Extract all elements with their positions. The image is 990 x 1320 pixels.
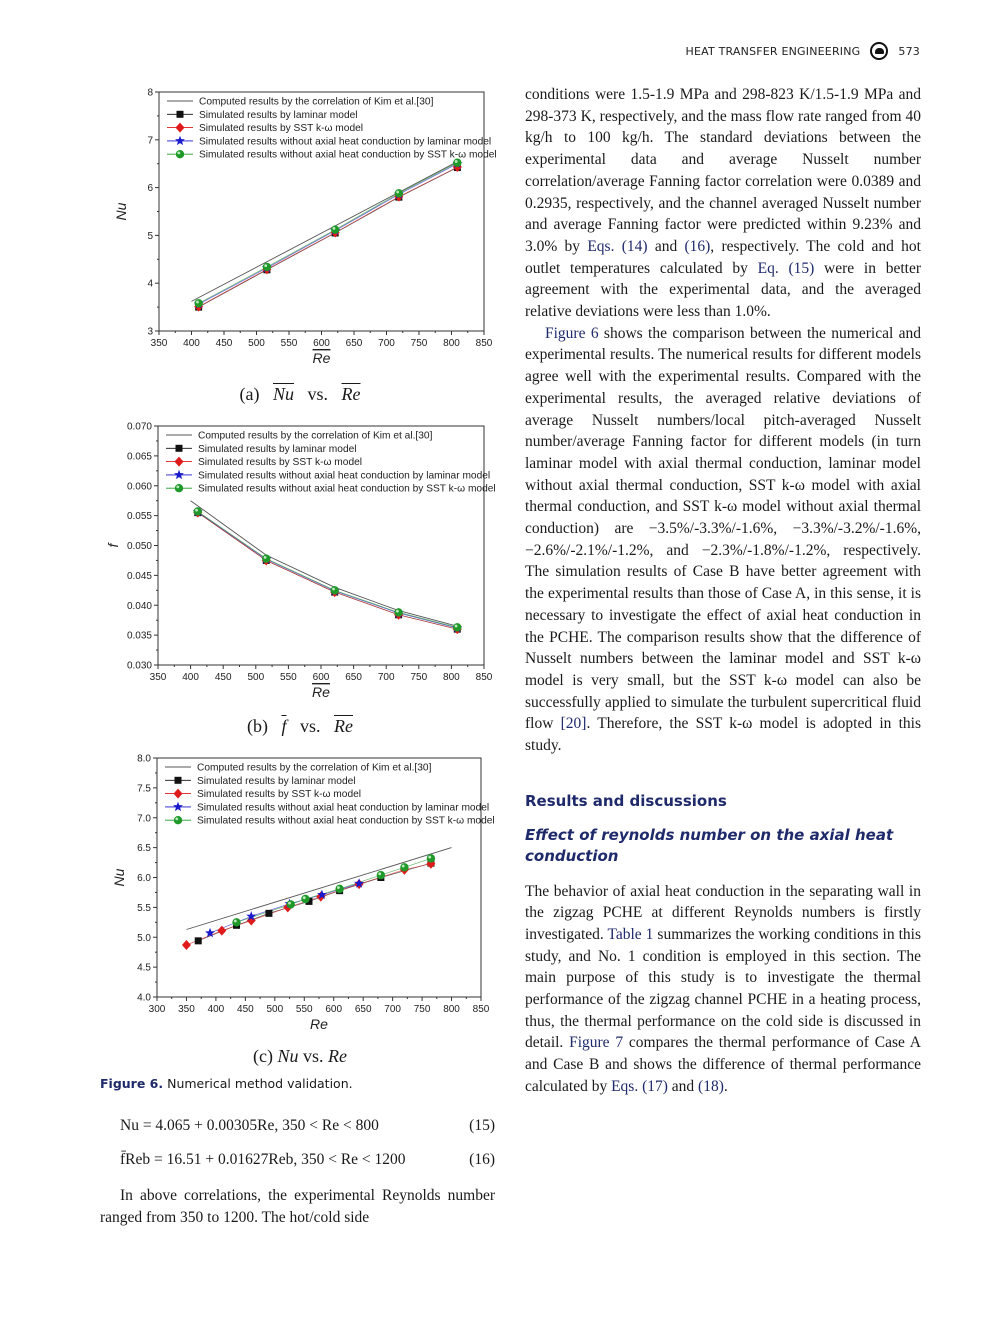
- subcaption-x: Re: [328, 1046, 347, 1066]
- svg-text:850: 850: [472, 1004, 490, 1015]
- svg-text:850: 850: [475, 338, 493, 349]
- svg-text:4: 4: [147, 278, 153, 290]
- publisher-logo-icon: [870, 42, 888, 60]
- svg-text:6: 6: [147, 183, 153, 195]
- svg-text:Re: Re: [312, 684, 330, 700]
- equation-body: f̄Reb = 16.51 + 0.01627Reb, 350 < Re < 1200: [120, 1151, 406, 1168]
- svg-text:750: 750: [410, 338, 428, 349]
- eq-18-link[interactable]: (18): [698, 1077, 724, 1095]
- svg-text:350: 350: [149, 672, 167, 683]
- eq-16-link[interactable]: (16): [684, 237, 711, 255]
- subcaption-y: Nu: [277, 1046, 299, 1066]
- svg-text:600: 600: [312, 672, 330, 683]
- equation-15: [100, 1117, 495, 1135]
- figure-caption-text: Numerical method validation.: [167, 1076, 353, 1091]
- svg-text:7.0: 7.0: [137, 813, 151, 825]
- figure-7-link[interactable]: Figure 7: [569, 1034, 624, 1052]
- svg-text:5.0: 5.0: [137, 932, 151, 944]
- running-header: [600, 42, 920, 60]
- svg-text:Simulated results without axia: Simulated results without axial heat conduction by SST k-ω model: [199, 149, 497, 161]
- svg-text:700: 700: [377, 672, 395, 683]
- svg-text:Nu: Nu: [111, 868, 127, 887]
- svg-text:450: 450: [215, 338, 233, 349]
- subsection-heading: Effect of reynolds number on the axial heat conduction: [525, 825, 894, 865]
- eq-14-link[interactable]: Eqs. (14): [587, 237, 648, 255]
- svg-text:5: 5: [147, 230, 153, 242]
- svg-text:650: 650: [345, 672, 362, 683]
- equation-body: Nu = 4.065 + 0.00305Re, 350 < Re < 800: [120, 1117, 379, 1134]
- chart-a-nu-vs-re: [100, 84, 500, 369]
- svg-text:550: 550: [295, 1004, 313, 1015]
- chart-c-nu-vs-re: [100, 750, 500, 1040]
- subcaption-b: [100, 716, 500, 737]
- section-heading: Results and discussions: [525, 791, 727, 810]
- svg-text:0.070: 0.070: [126, 421, 152, 433]
- svg-text:300: 300: [148, 1004, 166, 1015]
- text: summarizes the working conditions in this study, and No. 1 condition is employed in this section. The main purpose of this study is to investigate the thermal performance of the zigzag channel PCHE in a heating process, thus, the thermal performance on the cold side is discussed in detail.: [525, 925, 921, 1052]
- svg-text:Computed results by the correl: Computed results by the correlation of Kim et al.[30]: [197, 762, 432, 774]
- svg-text:400: 400: [207, 1004, 225, 1015]
- equation-number: (16): [469, 1151, 495, 1168]
- paragraph-1: [525, 84, 921, 323]
- svg-text:800: 800: [443, 1004, 460, 1015]
- svg-text:350: 350: [178, 1004, 195, 1015]
- subcaption-prefix: (b): [246, 716, 268, 736]
- svg-text:800: 800: [443, 672, 460, 683]
- svg-text:550: 550: [280, 672, 297, 683]
- svg-text:850: 850: [475, 672, 493, 683]
- svg-text:0.055: 0.055: [126, 511, 152, 523]
- eq-15-link[interactable]: Eq. (15): [757, 259, 815, 277]
- text: , respectively. The cold and hot outlet temperatures calculated by: [525, 237, 921, 277]
- svg-text:600: 600: [325, 1004, 343, 1015]
- svg-text:Computed results by the correl: Computed results by the correlation of Kim et al.[30]: [198, 430, 433, 442]
- text: . Therefore, the SST k-ω model is adopted in this study.: [525, 715, 921, 755]
- eq-17-link[interactable]: Eqs. (17): [611, 1077, 668, 1095]
- svg-text:700: 700: [378, 338, 395, 349]
- svg-text:0.060: 0.060: [126, 481, 152, 493]
- subcaption-vs: vs.: [300, 716, 321, 736]
- journal-name: HEAT TRANSFER ENGINEERING: [685, 44, 861, 58]
- equation-16: [100, 1151, 495, 1169]
- svg-text:750: 750: [410, 672, 428, 683]
- svg-text:6.5: 6.5: [137, 843, 151, 855]
- svg-text:0.030: 0.030: [126, 660, 152, 672]
- svg-text:Re: Re: [310, 1016, 328, 1032]
- svg-text:700: 700: [384, 1004, 401, 1015]
- svg-text:400: 400: [182, 672, 199, 683]
- svg-text:7: 7: [147, 135, 153, 147]
- svg-text:800: 800: [443, 338, 460, 349]
- svg-text:0.040: 0.040: [126, 600, 152, 612]
- text: compares the thermal performance of Case A and Case B and shows the difference of thermal performance calculated by: [525, 1034, 921, 1095]
- svg-text:500: 500: [248, 338, 265, 349]
- svg-text:Simulated results without axia: Simulated results without axial heat conduction by SST k-ω model: [197, 815, 495, 827]
- svg-text:8: 8: [147, 87, 153, 99]
- svg-text:Simulated results by SST k-ω m: Simulated results by SST k-ω model: [198, 457, 363, 469]
- svg-text:5.5: 5.5: [137, 902, 151, 914]
- figure-6-link[interactable]: Figure 6: [545, 324, 599, 342]
- svg-text:8.0: 8.0: [137, 753, 151, 765]
- svg-text:Simulated results by SST k-ω m: Simulated results by SST k-ω model: [197, 789, 362, 801]
- svg-text:Simulated results without axia: Simulated results without axial heat conduction by SST k-ω model: [198, 483, 496, 495]
- svg-text:f: f: [105, 543, 121, 548]
- paragraph-2: [525, 323, 921, 757]
- subcaption-a: [100, 384, 500, 405]
- svg-text:400: 400: [183, 338, 200, 349]
- right-column: [525, 84, 921, 1098]
- svg-text:Re: Re: [312, 350, 331, 366]
- paragraph-3: [525, 881, 921, 1098]
- left-paragraph-text: In above correlations, the experimental Reynolds number ranged from 350 to 1200. The hot/cold side: [100, 1187, 495, 1226]
- svg-text:0.045: 0.045: [126, 570, 152, 582]
- svg-text:Simulated results without axia: Simulated results without axial heat conduction by laminar model: [197, 802, 490, 814]
- svg-text:Computed results by the correl: Computed results by the correlation of Kim et al.[30]: [199, 96, 434, 108]
- ref-20-link[interactable]: [20]: [560, 715, 587, 733]
- subcaption-y: $\overline{f}$: [281, 716, 287, 736]
- text: The behavior of axial heat conduction in the separating wall in the zigzag PCHE at different Reynolds numbers is firstly investigated.: [525, 882, 921, 943]
- subcaption-vs: vs.: [303, 1046, 324, 1066]
- subcaption-prefix: (a): [239, 384, 260, 404]
- svg-text:6.0: 6.0: [137, 873, 151, 884]
- svg-text:4.5: 4.5: [137, 962, 151, 974]
- subcaption-prefix: (c): [253, 1046, 273, 1066]
- subcaption-x: $\overline{Re}$: [341, 384, 361, 404]
- svg-text:0.065: 0.065: [126, 451, 152, 463]
- text: shows the comparison between the numerical and experimental results. The numerical results for different models agree well with the experimental results. Compared with the experimental results, the averaged relative deviations of average Nusselt numbers/local pitch-averaged Nusselt number/average Fanning factor for different models (in turn laminar model with axial thermal conduction, laminar model without axial thermal conduction, SST k-ω model with axial thermal conduction, and SST k-ω model without axial thermal conduction) are −3.5%/-3.3%/-1.6%, −3.3%/-3.2%/-1.6%, −2.6%/-2.1%/-1.2%, and −2.3%/-1.8%/-1.2%, respectively. The simulation results of Case B have better agreement with the experimental results than those of Case A, in this sense, it is necessary to investigate the effect of axial heat conduction in the PCHE. The comparison results show that the difference of Nusselt numbers between the laminar model and SST k-ω model is very small, but the SST k-ω model can also be successfully applied to simulate the turbulent supercritical fluid flow: [525, 324, 921, 733]
- text: and: [647, 237, 685, 255]
- left-paragraph: [100, 1185, 495, 1229]
- svg-text:4.0: 4.0: [137, 992, 151, 1004]
- svg-text:600: 600: [313, 338, 330, 349]
- svg-text:500: 500: [266, 1004, 284, 1015]
- svg-text:650: 650: [345, 338, 363, 349]
- text: .: [723, 1077, 728, 1095]
- svg-text:450: 450: [214, 672, 232, 683]
- chart-b-f-vs-re: [100, 418, 500, 708]
- subcaption-c: [100, 1046, 500, 1067]
- svg-text:Simulated results by SST k-ω m: Simulated results by SST k-ω model: [199, 123, 364, 135]
- svg-text:350: 350: [150, 338, 168, 349]
- equation-number: (15): [469, 1117, 495, 1134]
- svg-text:Simulated results without axia: Simulated results without axial heat conduction by laminar model: [199, 136, 492, 148]
- svg-text:650: 650: [354, 1004, 372, 1015]
- figure-label: Figure 6.: [100, 1076, 164, 1091]
- svg-text:550: 550: [280, 338, 298, 349]
- svg-text:3: 3: [147, 326, 153, 338]
- page-number: 573: [898, 44, 920, 58]
- svg-text:0.035: 0.035: [126, 630, 152, 642]
- table-1-link[interactable]: Table 1: [607, 925, 654, 943]
- svg-text:7.5: 7.5: [137, 783, 151, 795]
- svg-text:Simulated results without axia: Simulated results without axial heat conduction by laminar model: [198, 470, 491, 482]
- figure-caption: [100, 1076, 353, 1091]
- svg-text:0.050: 0.050: [126, 541, 152, 552]
- svg-text:500: 500: [247, 672, 265, 683]
- text: and: [667, 1077, 699, 1095]
- text: conditions were 1.5-1.9 MPa and 298-823 K/1.5-1.9 MPa and 298-373 K, respectively, and the mass flow rate ranged from 40 kg/h to 100 kg/h. The standard deviations between the experimental data and average Nusselt number correlation/average Fanning factor correlation were 0.0389 and 0.2935, respectively, and the channel averaged Nusselt number and average Fanning factor were predicted within 9.23% and 3.0% by: [525, 86, 921, 255]
- subcaption-x: $\overline{Re}$: [334, 716, 353, 736]
- svg-text:450: 450: [237, 1004, 254, 1015]
- svg-text:Simulated results by laminar m: Simulated results by laminar model: [198, 443, 357, 455]
- subcaption-y: $\overline{Nu}$: [272, 384, 294, 404]
- subcaption-vs: vs.: [307, 384, 329, 404]
- svg-text:Nu: Nu: [113, 202, 129, 221]
- svg-text:Simulated results by laminar m: Simulated results by laminar model: [197, 775, 356, 787]
- svg-text:750: 750: [413, 1004, 431, 1015]
- svg-text:Simulated results by laminar m: Simulated results by laminar model: [199, 109, 358, 121]
- text: were in better agreement with the experimental data, and the averaged relative deviations were less than 1.0%.: [525, 259, 921, 321]
